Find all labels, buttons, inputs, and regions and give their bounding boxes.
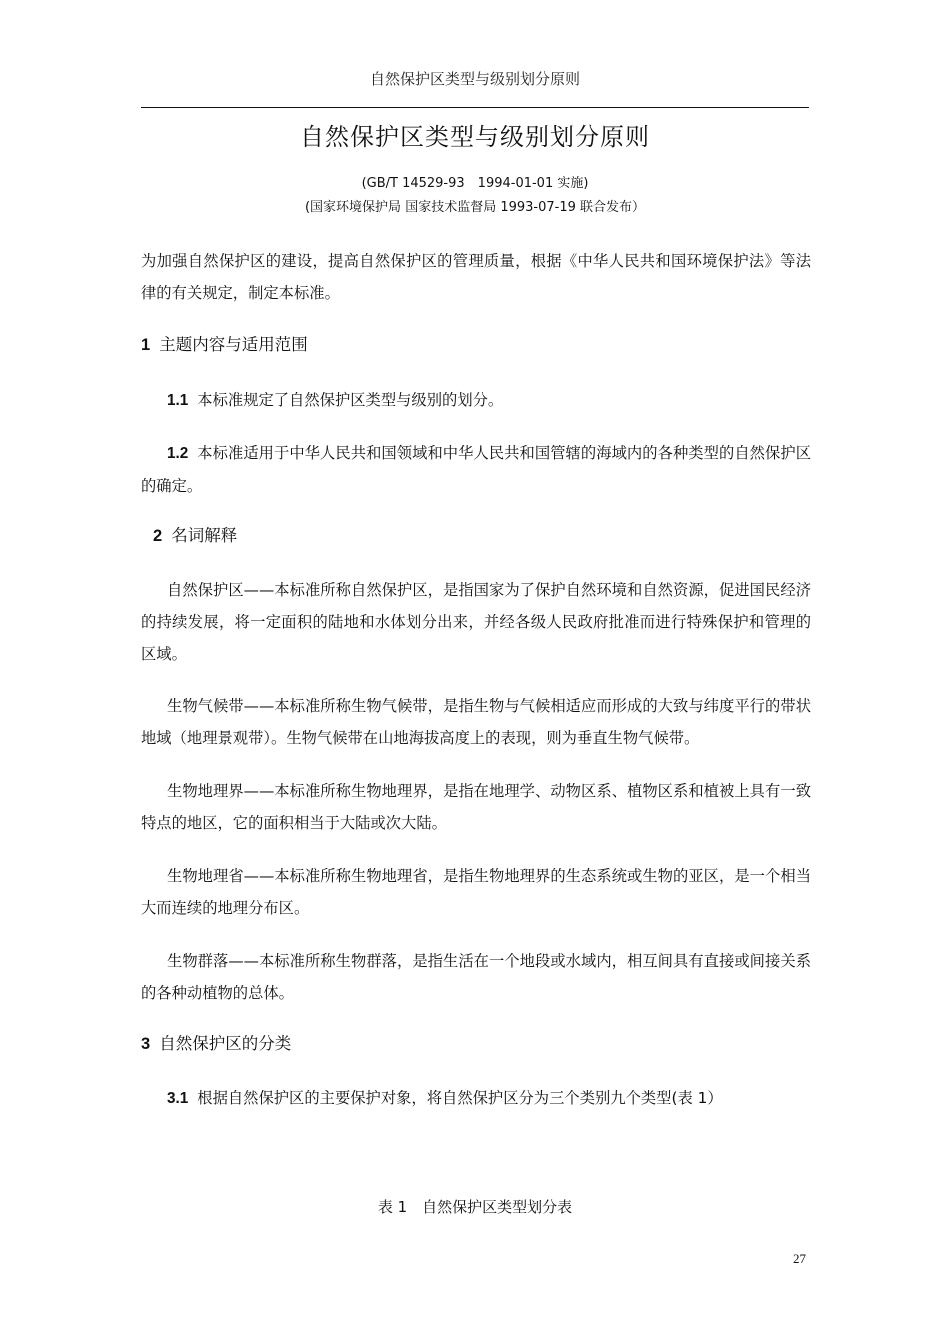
section-3-title: 自然保护区的分类 [159,1034,292,1053]
section-1-heading [141,329,811,361]
clause-1-2-number: 1.2 [167,445,189,462]
publish-info: (国家环境保护局 国家技术监督局 1993-07-19 联合发布） [304,200,646,215]
section-1-title: 主题内容与适用范围 [159,335,308,354]
section-3-number: 3 [141,1035,151,1053]
definition-bioclimatic-zone: 生物气候带——本标准所称生物气候带，是指生物与气候相适应而形成的大致与纬度平行的带状地域（地理景观带）。生物气候带在山地海拔高度上的表现，则为垂直生物气候带。 [141,697,811,747]
clause-3-1 [141,1082,811,1115]
section-2-number: 2 [153,527,163,545]
definition-biotic-community: 生物群落——本标准所称生物群落，是指生活在一个地段或水域内，相互间具有直接或间接关系的各种动植物的总体。 [141,952,811,1002]
table-caption: 表 1 自然保护区类型划分表 [377,1198,573,1216]
definition-nature-reserve: 自然保护区——本标准所称自然保护区，是指国家为了保护自然环境和自然资源，促进国民经济的持续发展，将一定面积的陆地和水体划分出来，并经各级人民政府批准而进行特殊保护和管理的区域。 [141,581,811,663]
clause-3-1-number: 3.1 [167,1090,189,1107]
header-rule [141,107,809,108]
clause-1-2 [141,437,811,502]
running-header: 自然保护区类型与级别划分原则 [369,70,580,88]
clause-1-1-text: 本标准规定了自然保护区类型与级别的划分。 [197,391,504,409]
definition-biogeographic-province: 生物地理省——本标准所称生物地理省，是指生物地理界的生态系统或生物的亚区，是一个相当大而连续的地理分布区。 [141,867,811,917]
intro-paragraph: 为加强自然保护区的建设，提高自然保护区的管理质量，根据《中华人民共和国环境保护法》等法律的有关规定，制定本标准。 [141,252,811,302]
clause-1-2-text: 本标准适用于中华人民共和国领域和中华人民共和国管辖的海域内的各种类型的自然保护区的确定。 [141,444,811,495]
clause-1-1 [141,384,811,417]
section-2-title: 名词解释 [171,526,238,545]
clause-1-1-number: 1.1 [167,392,189,409]
section-2-heading [153,520,811,552]
section-3-heading [141,1028,811,1060]
page-number: 27 [793,1251,806,1266]
document-title: 自然保护区类型与级别划分原则 [300,123,650,151]
definition-biogeographic-realm: 生物地理界——本标准所称生物地理界，是指在地理学、动物区系、植物区系和植被上具有一致特点的地区，它的面积相当于大陆或次大陆。 [141,782,811,832]
section-1-number: 1 [141,336,151,354]
clause-3-1-text: 根据自然保护区的主要保护对象，将自然保护区分为三个类别九个类型(表 1） [197,1089,723,1107]
standard-info: (GB/T 14529-93 1994-01-01 实施) [361,176,589,191]
